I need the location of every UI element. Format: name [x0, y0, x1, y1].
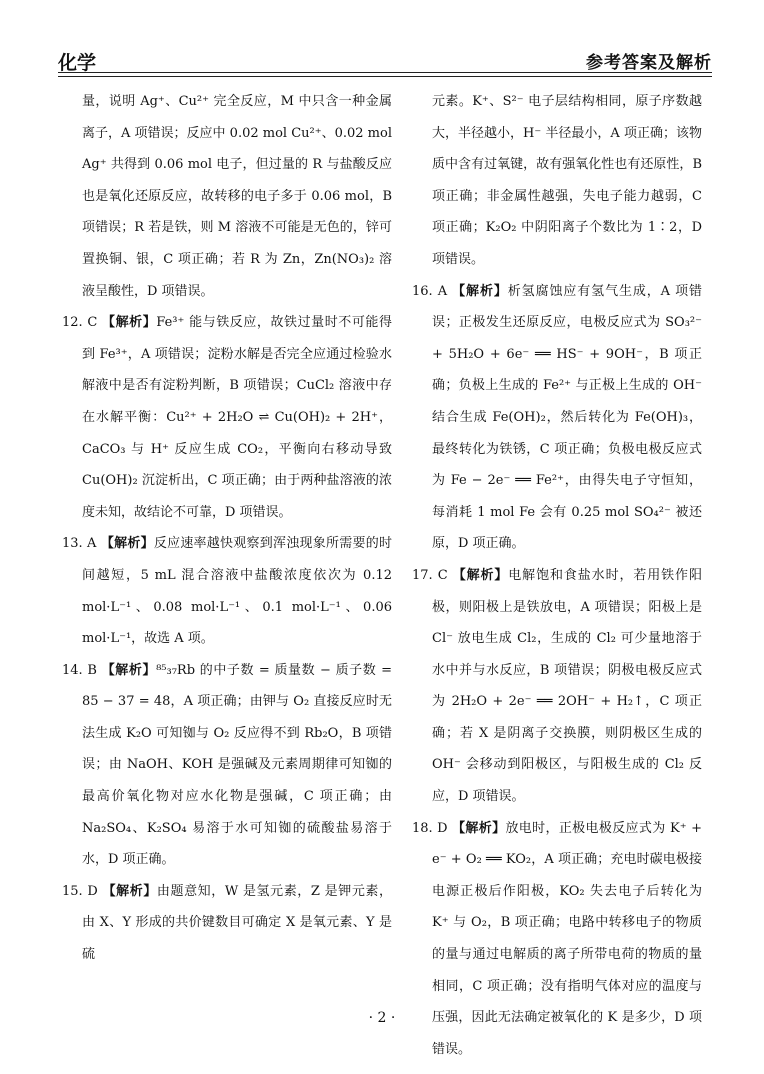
- analysis-tag: 【解析】: [452, 567, 509, 583]
- item-number: 12. C: [62, 315, 98, 331]
- item-text: 反应速率越快观察到浑浊现象所需要的时间越短，5 mL 混合溶液中盐酸浓度依次为 0.12 mol·L⁻¹、0.08 mol·L⁻¹、0.1 mol·L⁻¹、0.06 mol·L⁻¹，故选 A 项。: [82, 536, 392, 647]
- item-text: 放电时，正极电极反应式为 K⁺ + e⁻ + O₂ ══ KO₂，A 项正确；充电时碳电极接电源正极后作阳极，KO₂ 失去电子后转化为 K⁺ 与 O₂，B 项正确；电路中转移电子的物质的量与通过电解质的离子所带电荷的物质的量相同，C 项正确；没有指明气体对应的温度与压强，因此无法确定被氧化的 K 是多少，D 项错误。: [432, 820, 702, 1057]
- item-number: 15. D: [62, 883, 98, 899]
- answer-item-12: [62, 307, 392, 528]
- header-rule-thin: [58, 76, 712, 77]
- analysis-tag: 【解析】: [452, 820, 506, 836]
- item-text: ⁸⁵₃₇Rb 的中子数 = 质量数 − 质子数 = 85 − 37 = 48，A 项正确；由钾与 O₂ 直接反应时无法生成 K₂O 可知铷与 O₂ 反应得不到 Rb₂O，B 项错误；由 NaOH、KOH 是强碱及元素周期律可知铷的最高价氧化物对应水化物是强碱，C 项正确；由 Na₂SO₄、K₂SO₄ 易溶于水可知铷的硫酸盐易溶于水，D 项正确。: [82, 662, 392, 868]
- analysis-tag: 【解析】: [102, 315, 157, 331]
- answer-item-13: [62, 528, 392, 654]
- page-header: [58, 44, 712, 74]
- left-column: [62, 86, 392, 971]
- item-number: 16. A: [412, 283, 448, 299]
- analysis-tag: 【解析】: [100, 536, 154, 552]
- item-text: 由题意知，W 是氢元素，Z 是钾元素，由 X、Y 形成的共价键数目可确定 X 是氧元素、Y 是硫: [82, 883, 392, 963]
- analysis-tag: 【解析】: [452, 283, 508, 299]
- item-text: Fe³⁺ 能与铁反应，故铁过量时不可能得到 Fe³⁺，A 项错误；淀粉水解是否完全应通过检验水解液中是否有淀粉判断，B 项错误；CuCl₂ 溶液中存在水解平衡：Cu²⁺ + 2H₂O ⇌ Cu(OH)₂ + 2H⁺，CaCO₃ 与 H⁺ 反应生成 CO₂，平衡向右移动导致 Cu(OH)₂ 沉淀析出，C 项正确；由于两种盐溶液的浓度未知，故结论不可靠，D 项错误。: [82, 315, 392, 520]
- analysis-tag: 【解析】: [102, 883, 157, 899]
- item-number: 14. B: [62, 662, 97, 678]
- answer-item-14: [62, 655, 392, 876]
- page-number: · 2 ·: [368, 1010, 396, 1026]
- item-text: 电解饱和食盐水时，若用铁作阳极，则阳极上是铁放电，A 项错误；阳极上是 Cl⁻ 放电生成 Cl₂，生成的 Cl₂ 可少量地溶于水中并与水反应，B 项错误；阴极电极反应式为 2H₂O + 2e⁻ ══ 2OH⁻ + H₂↑，C 项正确；若 X 是阴离子交换膜，则阴极区生成的 OH⁻ 会移动到阳极区，与阳极生成的 Cl₂ 反应，D 项错误。: [432, 567, 702, 805]
- item-number: 13. A: [62, 536, 97, 552]
- right-column: [412, 86, 702, 1065]
- continuation-text: 元素。K⁺、S²⁻ 电子层结构相同，原子序数越大，半径越小，H⁻ 半径最小，A 项正确；该物质中含有过氧键，故有强氧化性也有还原性，B 项正确；非金属性越强，失电子能力越弱，C 项正确；K₂O₂ 中阴阳离子个数比为 1∶2，D 项错误。: [432, 94, 702, 267]
- answer-item-15: [62, 876, 392, 971]
- continuation-text: 量，说明 Ag⁺、Cu²⁺ 完全反应，M 中只含一种金属离子，A 项错误；反应中 0.02 mol Cu²⁺、0.02 mol Ag⁺ 共得到 0.06 mol 电子，但过量的 R 与盐酸反应也是氧化还原反应，故转移的电子多于 0.06 mol，B 项错误；R 若是铁，则 M 溶液不可能是无色的，锌可置换铜、银，C 项正确；若 R 为 Zn，Zn(NO₃)₂ 溶液呈酸性，D 项错误。: [82, 94, 392, 299]
- item-number: 18. D: [412, 820, 448, 836]
- answer-item-18: [412, 813, 702, 1066]
- item-text: 析氢腐蚀应有氢气生成，A 项错误；正极发生还原反应，电极反应式为 SO₃²⁻ + 5H₂O + 6e⁻ ══ HS⁻ + 9OH⁻，B 项正确；负极上生成的 Fe²⁺ 与正极上生成的 OH⁻ 结合生成 Fe(OH)₂，然后转化为 Fe(OH)₃，最终转化为铁锈，C 项正确；负极电极反应式为 Fe − 2e⁻ ══ Fe²⁺，由得失电子守恒知，每消耗 1 mol Fe 会有 0.25 mol SO₄²⁻ 被还原，D 项正确。: [432, 283, 702, 552]
- section-title: 参考答案及解析: [586, 53, 712, 73]
- analysis-tag: 【解析】: [101, 662, 157, 678]
- subject-title: 化学: [58, 52, 97, 74]
- item-number: 17. C: [412, 567, 448, 583]
- answer-item-16: [412, 276, 702, 560]
- header-rule-thick: [58, 72, 712, 73]
- answer-item-17: [412, 560, 702, 813]
